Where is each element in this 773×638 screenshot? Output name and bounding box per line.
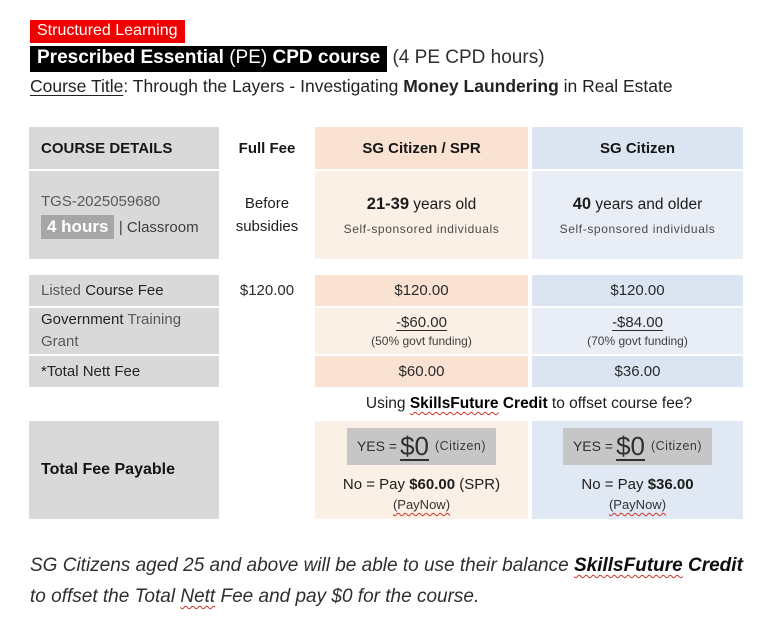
payable-citizen-paynow: (PayNow) xyxy=(608,497,667,512)
header-sg-citizen-spr-label: SG Citizen / SPR xyxy=(362,139,481,157)
nett-fee-label-cell xyxy=(29,356,219,387)
grant-spr-funding-note: (50% govt funding) xyxy=(371,334,472,348)
course-title-label: Course Title xyxy=(30,76,124,96)
grant-label-cell xyxy=(29,308,219,354)
citizen-age-rest: years and older xyxy=(591,195,703,213)
payable-citizen-yes-amount: $0 xyxy=(616,431,645,461)
listed-fee-citizen-cell xyxy=(532,275,743,306)
course-type-normal: (PE) xyxy=(223,47,273,68)
header-cell-full-fee xyxy=(223,127,311,169)
payable-spr-paynow: (PayNow) xyxy=(392,497,451,512)
grant-spr-cell xyxy=(315,308,528,354)
grant-label xyxy=(41,309,211,353)
listed-fee-label-cell xyxy=(29,275,219,306)
spr-age-rest: years old xyxy=(409,195,477,213)
course-duration-line xyxy=(41,217,199,237)
payable-spr-cell xyxy=(315,421,528,519)
question-credit-word: Credit xyxy=(498,395,548,412)
spr-age-cell xyxy=(315,171,528,259)
spr-age-line xyxy=(367,195,476,214)
course-type-bold-1: Prescribed Essential xyxy=(37,47,224,68)
grant-citizen-amount: -$84.00 xyxy=(612,314,663,331)
listed-fee-full-amount: $120.00 xyxy=(239,282,295,299)
course-type-line xyxy=(30,46,545,72)
course-title-line xyxy=(30,76,673,97)
listed-fee-label-dark: Course Fee xyxy=(85,282,164,299)
footnote-nett-word: Nett xyxy=(180,585,216,607)
payable-citizen-yes-prefix: YES = xyxy=(572,438,614,454)
spr-self-sponsored-note: Self-sponsored individuals xyxy=(343,221,500,236)
payable-spr-no-prefix: No = Pay xyxy=(342,476,410,493)
course-hours-highlight: 4 hours xyxy=(41,215,114,239)
cpd-hours-suffix: (4 PE CPD hours) xyxy=(392,47,545,68)
citizen-age-line xyxy=(573,195,703,214)
course-title-pre: Through the Layers - Investigating xyxy=(132,76,404,96)
header-sg-citizen-label: SG Citizen xyxy=(599,139,675,157)
listed-fee-spr-amount: $120.00 xyxy=(394,282,449,299)
course-title-post: in Real Estate xyxy=(558,76,673,96)
header-full-fee-label: Full Fee xyxy=(238,139,296,157)
payable-spr-no-amount: $60.00 xyxy=(409,476,456,493)
footnote-post: Fee and pay $0 for the course. xyxy=(215,585,480,607)
question-pre: Using xyxy=(365,395,410,412)
nett-fee-citizen-amount: $36.00 xyxy=(614,363,661,380)
course-mode: | Classroom xyxy=(118,219,199,236)
footnote-credit-word: Credit xyxy=(682,555,743,576)
payable-citizen-yes-highlight xyxy=(563,428,712,465)
payable-spr-yes-amount: $0 xyxy=(400,431,429,461)
footnote-mid: to offset the Total xyxy=(30,585,181,607)
payable-citizen-no-prefix: No = Pay xyxy=(581,476,648,493)
course-type-badge xyxy=(30,46,387,72)
grant-spr-amount: -$60.00 xyxy=(396,314,447,331)
payable-spr-no-line xyxy=(343,476,500,493)
before-subsidies-label: Before subsidies xyxy=(235,194,299,235)
listed-fee-citizen-amount: $120.00 xyxy=(610,282,665,299)
listed-fee-label-gray: Listed xyxy=(41,282,86,299)
footnote-pre: SG Citizens aged 25 and above will be able to use their balance xyxy=(30,555,574,576)
payable-label-cell xyxy=(29,421,219,519)
nett-fee-citizen-cell xyxy=(532,356,743,387)
structured-learning-label: Structured Learning xyxy=(30,20,185,43)
course-title-colon: : xyxy=(123,76,133,96)
course-code: TGS-2025059680 xyxy=(41,193,161,210)
course-info-cell xyxy=(29,171,219,259)
nett-fee-spr-cell xyxy=(315,356,528,387)
header-cell-sg-citizen xyxy=(532,127,743,169)
course-type-bold-2: CPD course xyxy=(272,47,381,68)
course-title-emphasis: Money Laundering xyxy=(403,76,559,96)
grant-citizen-cell xyxy=(532,308,743,354)
payable-citizen-no-line xyxy=(581,476,693,493)
header-course-details-label: COURSE DETAILS xyxy=(41,139,173,157)
nett-fee-label: *Total Nett Fee xyxy=(41,363,141,380)
question-post: to offset course fee? xyxy=(547,395,693,412)
grant-citizen-funding-note: (70% govt funding) xyxy=(587,334,688,348)
footnote xyxy=(30,551,752,613)
payable-citizen-cell xyxy=(532,421,743,519)
header-cell-sg-citizen-spr xyxy=(315,127,528,169)
payable-spr-yes-note: (Citizen) xyxy=(434,439,487,453)
listed-fee-label xyxy=(41,282,164,299)
citizen-self-sponsored-note: Self-sponsored individuals xyxy=(559,221,716,236)
fee-table xyxy=(29,127,743,519)
structured-learning-badge xyxy=(30,20,185,43)
citizen-age-cell xyxy=(532,171,743,259)
payable-label: Total Fee Payable xyxy=(41,461,175,478)
payable-spr-yes-prefix: YES = xyxy=(356,438,398,454)
payable-citizen-no-amount: $36.00 xyxy=(647,476,694,493)
payable-citizen-yes-note: (Citizen) xyxy=(650,439,703,453)
nett-fee-spr-amount: $60.00 xyxy=(398,363,445,380)
payable-spr-no-suffix: (SPR) xyxy=(455,476,501,493)
question-skillsfuture-word: SkillsFuture xyxy=(409,395,499,412)
payable-spr-yes-highlight xyxy=(347,428,496,465)
footnote-skillsfuture-word: SkillsFuture xyxy=(573,555,683,576)
grant-label-dark: Government xyxy=(41,311,128,329)
before-subsidies-cell xyxy=(223,171,311,259)
listed-fee-full-cell xyxy=(223,275,311,306)
spr-age-bold: 21-39 xyxy=(366,194,409,213)
listed-fee-spr-cell xyxy=(315,275,528,306)
header-cell-course-details xyxy=(29,127,219,169)
skillsfuture-question-text xyxy=(366,395,692,413)
grant-label-gray: Training Grant xyxy=(41,311,182,350)
citizen-age-bold: 40 xyxy=(572,194,592,213)
skillsfuture-question xyxy=(315,389,743,419)
